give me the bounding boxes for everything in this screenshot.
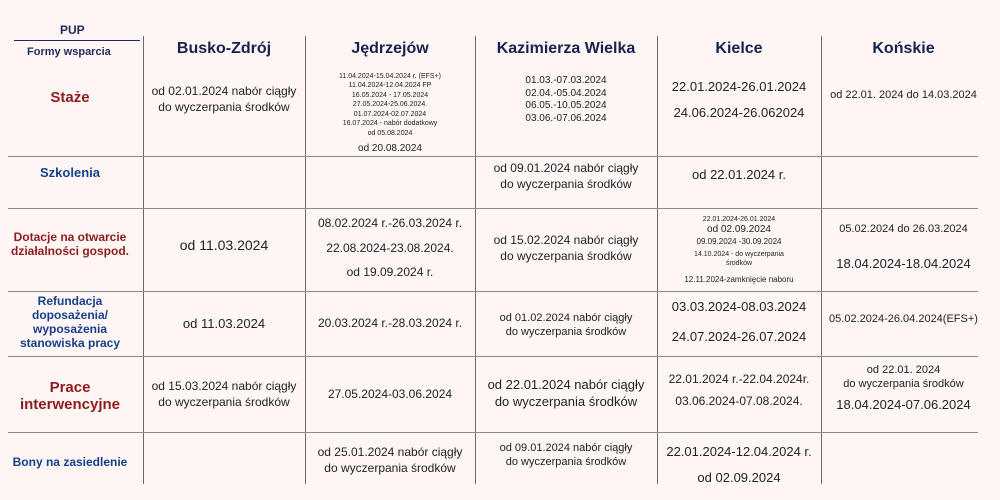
row-divider bbox=[8, 356, 978, 357]
cell-prace-jedrzejow: 27.05.2024-03.06.2024 bbox=[327, 387, 453, 402]
column-header-konskie: Końskie bbox=[872, 40, 935, 57]
column-header-busko: Busko-Zdrój bbox=[176, 40, 272, 57]
cell-refundacja-kielce: 03.03.2024-08.03.2024 24.07.2024-26.07.2024 bbox=[671, 299, 807, 344]
cell-szkolenia-kielce: od 22.01.2024 r. bbox=[692, 166, 786, 182]
cell-dotacje-busko: od 11.03.2024 bbox=[179, 237, 269, 253]
cell-dotacje-kazimierza: od 15.02.2024 nabór ciągły do wyczerpania środków bbox=[493, 233, 639, 263]
cell-dotacje-jedrzejow: 08.02.2024 r.-26.03.2024 r. 22.08.2024-23.08.2024. od 19.09.2024 r. bbox=[317, 216, 463, 280]
forms-label: Formy wsparcia bbox=[27, 46, 111, 58]
cell-refundacja-busko: od 11.03.2024 bbox=[182, 315, 266, 331]
row-label-szkolenia: Szkolenia bbox=[40, 164, 100, 180]
column-header-kazimierza: Kazimierza Wielka bbox=[496, 40, 636, 57]
cell-staze-kielce: 22.01.2024-26.01.2024 24.06.2024-26.062024 bbox=[671, 79, 807, 120]
column-header-jedrzejow: Jędrzejów bbox=[351, 40, 429, 57]
row-divider bbox=[8, 208, 978, 209]
cell-staze-kazimierza: 01.03.-07.03.2024 02.04.-05.04.2024 06.05.-10.05.2024 03.06.-07.06.2024 bbox=[525, 75, 607, 124]
cell-prace-busko: od 15.03.2024 nabór ciągły do wyczerpania środków bbox=[151, 379, 297, 409]
corner-divider bbox=[14, 40, 140, 41]
row-label-prace: Prace interwencyjne bbox=[19, 378, 121, 413]
pup-label: PUP bbox=[60, 23, 85, 37]
cell-staze-jedrzejow: 11.04.2024-15.04.2024 r. (EFS+) 11.04.2024-12.04.2024 FP 16.05.2024 - 17.05.2024 27.05.2024-25.06.2024. 01.07.2024-02.07.2024 16.07.2024 - nabór dodatkowy od 05.08.2024 bbox=[338, 72, 442, 137]
cell-bony-kielce: 22.01.2024-12.04.2024 r. od 02.09.2024 bbox=[666, 444, 812, 485]
cell-prace-kielce: 22.01.2024 r.-22.04.2024r. 03.06.2024-07.08.2024. bbox=[668, 371, 810, 408]
row-label-bony: Bony na zasiedlenie bbox=[12, 455, 128, 470]
row-label-staze: Staże bbox=[50, 89, 90, 107]
column-header-kielce: Kielce bbox=[715, 40, 763, 57]
cell-dotacje-konskie-2: 18.04.2024-18.04.2024 bbox=[836, 255, 971, 271]
cell-dotacje-konskie-1: 05.02.2024 do 26.03.2024 bbox=[839, 223, 968, 236]
row-label-refundacja: Refundacja doposażenia/ wyposażenia stanowiska pracy bbox=[19, 294, 121, 350]
cell-staze-konskie: od 22.01. 2024 do 14.03.2024 bbox=[830, 89, 977, 102]
cell-dotacje-kielce: 22.01.2024-26.01.2024 od 02.09.2024 09.09.2024 -30.09.2024 14.10.2024 - do wyczerpania środków 12.11.2024-zamknięcie naboru bbox=[684, 215, 794, 284]
row-divider bbox=[8, 291, 978, 292]
cell-staze-jedrzejow-extra: od 20.08.2024 bbox=[358, 142, 422, 154]
row-divider bbox=[8, 432, 978, 433]
cell-refundacja-konskie: 05.02.2024-26.04.2024(EFS+) bbox=[829, 313, 978, 326]
row-divider bbox=[8, 156, 978, 157]
cell-szkolenia-kazimierza: od 09.01.2024 nabór ciągły do wyczerpania środków bbox=[493, 161, 639, 191]
cell-prace-konskie: od 22.01. 2024 do wyczerpania środków 18.04.2024-07.06.2024 bbox=[836, 363, 971, 413]
cell-prace-kazimierza: od 22.01.2024 nabór ciągły do wyczerpania środków bbox=[487, 377, 645, 409]
cell-staze-busko: od 02.01.2024 nabór ciągły do wyczerpania środków bbox=[151, 84, 297, 114]
row-label-dotacje: Dotacje na otwarcie działalności gospod. bbox=[10, 230, 129, 258]
cell-bony-jedrzejow: od 25.01.2024 nabór ciągły do wyczerpania środków bbox=[317, 445, 463, 475]
cell-bony-kazimierza: od 09.01.2024 nabór ciągły do wyczerpania środków bbox=[499, 442, 633, 468]
cell-refundacja-kazimierza: od 01.02.2024 nabór ciągły do wyczerpania środków bbox=[499, 312, 633, 338]
cell-refundacja-jedrzejow: 20.03.2024 r.-28.03.2024 r. bbox=[317, 316, 463, 331]
